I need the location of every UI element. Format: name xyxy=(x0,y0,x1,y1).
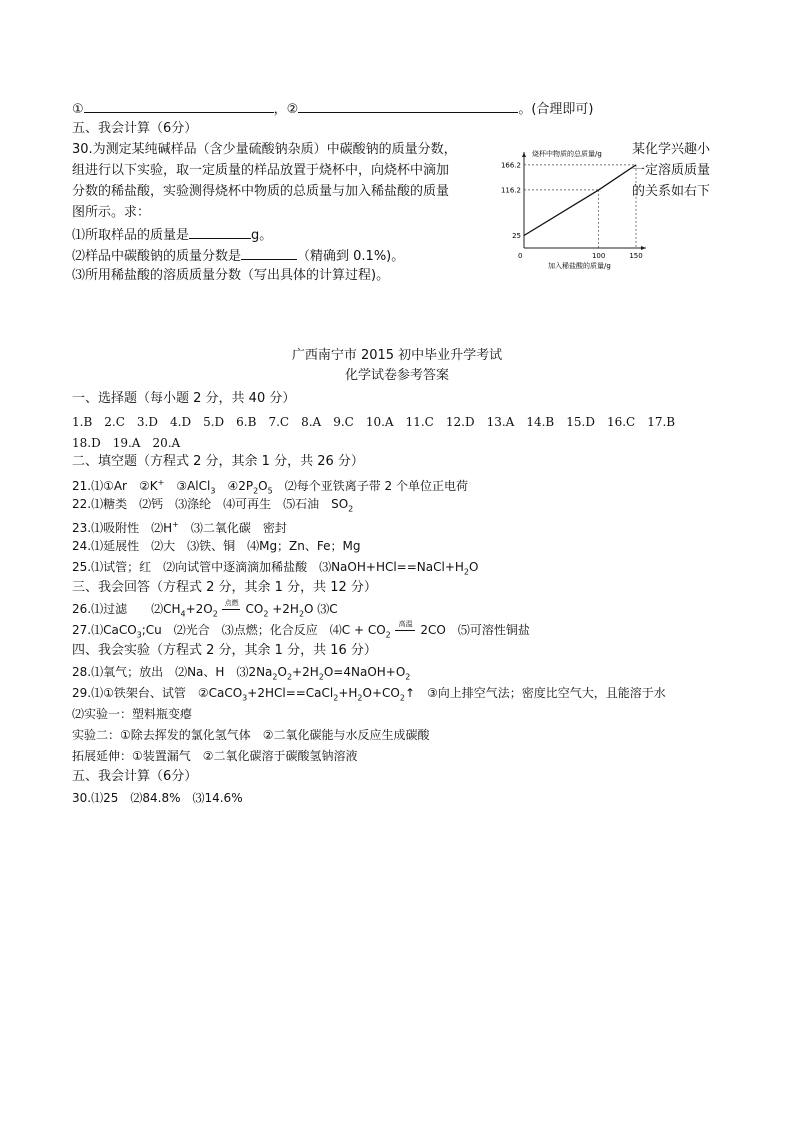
a29-sub-c: 2 xyxy=(357,693,363,703)
a28-part-b: O xyxy=(277,665,287,679)
choice-answer: 2.C xyxy=(104,415,125,429)
q30-line-3-right: 的关系如右下 xyxy=(632,184,711,199)
a21-sup: + xyxy=(157,478,165,487)
choice-row-2 xyxy=(72,433,192,453)
a23-sup: + xyxy=(172,520,179,529)
a26-part-c: CO xyxy=(245,602,264,616)
answer-29-2: ⑵实验一：塑料瓶变瘪 xyxy=(72,707,193,721)
q30-line-4: 图所示。求： xyxy=(72,205,151,220)
mass-chart xyxy=(490,140,643,275)
answer-29-3: 实验二：①除去挥发的氯化氢气体 ②二氧化碳能与水反应生成碳酸 xyxy=(72,728,430,742)
a23-part-b: ⑶二氧化碳 密封 xyxy=(178,521,287,535)
q30-line-2: 组进行以下实验，取一定质量的样品放置于烧杯中，向烧杯中滴加 xyxy=(72,163,450,178)
a29-sub-a: 3 xyxy=(242,693,248,703)
a26-sub-2c: 2 xyxy=(298,609,305,619)
a29-part-c: +H xyxy=(338,686,358,700)
choice-answer: 12.D xyxy=(445,415,475,429)
a26-sub-2b: 2 xyxy=(263,609,269,619)
choice-answer: 5.D xyxy=(203,415,225,429)
a22-sub: 2 xyxy=(348,504,354,514)
a21-part-e: ⑵每个亚铁离子带 2 个单位正电荷 xyxy=(272,479,468,493)
series-line xyxy=(524,165,636,236)
answer-title-1: 广西南宁市 2015 初中毕业升学考试 xyxy=(291,348,503,363)
choice-answer: 1.B xyxy=(72,415,93,429)
blank-note: 。(合理即可) xyxy=(518,102,594,117)
a21-part-b: ③AlCl xyxy=(164,479,211,493)
chart-x-label: 加入稀盐酸的质量/g xyxy=(548,262,611,270)
a25-part-a: 25.⑴试管；红 ⑵向试管中逐滴滴加稀盐酸 ⑶NaOH+HCl==NaCl+H xyxy=(72,560,464,574)
choice-answer: 7.C xyxy=(268,415,290,429)
blank-answer-line xyxy=(72,98,593,120)
a26-part-e: O ⑶C xyxy=(304,602,338,616)
x-tick-label: 150 xyxy=(629,252,643,260)
choice-answer: 10.A xyxy=(365,415,394,429)
choice-answer: 19.A xyxy=(112,436,141,450)
q30-line-1: 30.为测定某纯碱样品（含少量硫酸钠杂质）中碳酸钠的质量分数， xyxy=(72,142,457,157)
choice-answer: 18.D xyxy=(72,436,101,450)
a21-sub-3: 3 xyxy=(210,486,216,496)
choice-answer: 17.B xyxy=(647,415,676,429)
a28-part-a: 28.⑴氧气；放出 ⑵Na、H ⑶2Na xyxy=(72,665,273,679)
choice-answer: 20.A xyxy=(152,436,181,450)
q30-sub-2-text: ⑵样品中碳酸钠的质量分数是 xyxy=(72,249,242,264)
a29-part-a: 29.⑴①铁架台、试管 ②CaCO xyxy=(72,686,243,700)
q30-sub-3: ⑶所用稀盐酸的溶质质量分数（写出具体的计算过程)。 xyxy=(72,268,390,283)
q30-blank-2[interactable] xyxy=(241,245,297,260)
choice-answer: 15.D xyxy=(566,415,595,429)
a26-part-b: +2O xyxy=(185,602,213,616)
choice-answer: 11.C xyxy=(405,415,434,429)
blank-2[interactable] xyxy=(298,98,518,113)
y-tick-label: 116.2 xyxy=(500,186,521,195)
q30-line-2-right: 一定溶质质量 xyxy=(632,163,711,178)
a29-part-e: ↑ ③向上排空气法；密度比空气大，且能溶于水 xyxy=(404,686,666,700)
q30-sub-1 xyxy=(72,224,272,246)
q30-sub-2 xyxy=(72,245,404,267)
y-axis-arrow xyxy=(522,152,526,157)
a29-part-b: +2HCl==CaCl xyxy=(247,686,334,700)
a26-part-a: 26.⑴过滤 ⑵CH xyxy=(72,602,181,616)
a27-part-a: 27.⑴CaCO xyxy=(72,623,137,637)
answer-section-4: 四、我会实验（方程式 2 分，其余 1 分，共 16 分） xyxy=(72,643,377,658)
choice-answer: 8.A xyxy=(301,415,322,429)
a29-sub-d: 2 xyxy=(399,693,405,703)
q30-line-3: 分数的稀盐酸，实验测得烧杯中物质的总质量与加入稀盐酸的质量 xyxy=(72,184,450,199)
choice-answer: 4.D xyxy=(170,415,192,429)
answer-section-2: 二、填空题（方程式 2 分，其余 1 分，共 26 分） xyxy=(72,454,364,469)
answer-30: 30.⑴25 ⑵84.8% ⑶14.6% xyxy=(72,791,243,805)
a25-sub: 2 xyxy=(463,567,469,577)
a26-part-d: +2H xyxy=(268,602,299,616)
a26-condition: 点燃 xyxy=(224,599,239,607)
choice-answer: 13.A xyxy=(486,415,515,429)
a28-sub-d: 2 xyxy=(405,672,411,682)
y-tick-label: 166.2 xyxy=(500,161,521,170)
a27-condition: 高温 xyxy=(398,620,413,628)
q30-blank-1[interactable] xyxy=(189,224,251,239)
a29-sub-b: 2 xyxy=(333,693,339,703)
answer-29-4: 拓展延伸：①装置漏气 ②二氧化碳溶于碳酸氢钠溶液 xyxy=(72,749,358,763)
a28-part-d: O=4NaOH+O xyxy=(323,665,406,679)
a26-sub-4: 4 xyxy=(180,609,186,619)
a25-part-b: O xyxy=(469,560,479,574)
a29-part-d: O+CO xyxy=(362,686,400,700)
q30-line-1-right: 某化学兴趣小 xyxy=(632,142,711,157)
a28-part-c: +2H xyxy=(292,665,319,679)
y-tick-label: 25 xyxy=(512,232,521,240)
choice-answer: 16.C xyxy=(606,415,636,429)
blank-1[interactable] xyxy=(84,98,274,113)
choice-answer: 6.B xyxy=(236,415,257,429)
a27-part-b: ;Cu ⑵光合 ⑶点燃；化合反应 ⑷C + CO xyxy=(141,623,386,637)
section-5-title: 五、我会计算（6分） xyxy=(72,121,198,136)
q30-sub-1-unit: g。 xyxy=(251,228,273,243)
circle-1: ① xyxy=(72,102,84,117)
chart-y-label: 烧杯中物质的总质量/g xyxy=(532,150,602,158)
separator: ，② xyxy=(273,102,299,117)
choice-row-1 xyxy=(72,412,687,432)
chart-origin-label: 0 xyxy=(518,252,523,260)
a23-part-a: 23.⑴吸附性 ⑵H xyxy=(72,521,173,535)
q30-sub-1-text: ⑴所取样品的质量是 xyxy=(72,228,190,243)
a27-reaction-arrow xyxy=(395,620,417,640)
answer-title-2: 化学试卷参考答案 xyxy=(344,368,449,383)
a28-sub-b: 2 xyxy=(286,672,293,682)
choice-answer: 3.D xyxy=(136,415,158,429)
x-axis-arrow xyxy=(641,246,646,250)
a27-sub-2: 2 xyxy=(385,630,391,640)
a21-part-d: O xyxy=(258,479,268,493)
a21-part-a: 21.⑴①Ar ②K xyxy=(72,479,158,493)
a21-part-c: ④2P xyxy=(215,479,254,493)
answer-section-1: 一、选择题（每小题 2 分，共 40 分） xyxy=(72,391,296,406)
answer-24: 24.⑴延展性 ⑵大 ⑶铁、铜 ⑷Mg；Zn、Fe；Mg xyxy=(72,539,361,553)
a27-sub-3: 3 xyxy=(136,630,142,640)
x-tick-label: 100 xyxy=(591,252,606,260)
a21-sub-5: 5 xyxy=(267,486,273,496)
q30-sub-2-note: （精确到 0.1%)。 xyxy=(297,249,405,264)
answer-section-5: 五、我会计算（6分） xyxy=(72,769,198,784)
a26-sub-2a: 2 xyxy=(212,609,218,619)
answer-section-3: 三、我会回答（方程式 2 分，其余 1 分，共 12 分） xyxy=(72,580,377,595)
a28-sub-c: 2 xyxy=(318,672,324,682)
answer-23 xyxy=(72,515,287,538)
a27-part-c: 2CO ⑸可溶性铜盐 xyxy=(420,623,530,637)
a22-text: 22.⑴糖类 ⑵钙 ⑶涤纶 ⑷可再生 ⑸石油 SO xyxy=(72,497,349,511)
choice-answer: 9.C xyxy=(333,415,354,429)
choice-answer: 14.B xyxy=(526,415,555,429)
a26-reaction-arrow xyxy=(222,599,242,619)
a21-sub-2: 2 xyxy=(253,486,259,496)
a28-sub-a: 2 xyxy=(272,672,278,682)
